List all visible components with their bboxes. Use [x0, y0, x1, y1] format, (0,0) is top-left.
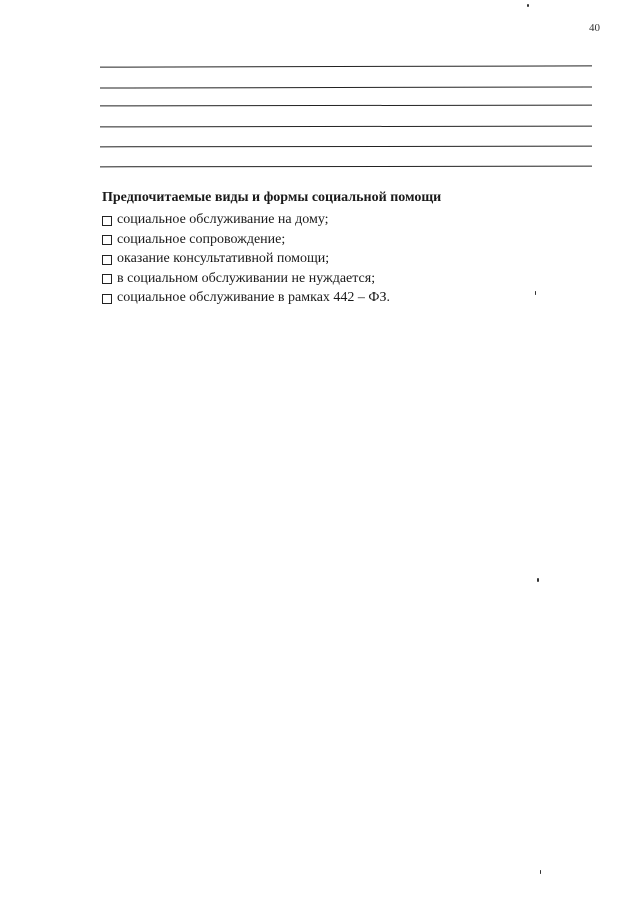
option-442-fz[interactable]: [102, 288, 582, 308]
option-label: социальное сопровождение;: [117, 231, 286, 247]
blank-line: [100, 65, 592, 67]
option-consultation[interactable]: [102, 249, 582, 269]
blank-line: [100, 126, 592, 128]
checkbox-icon[interactable]: [102, 294, 112, 304]
checkbox-icon[interactable]: [102, 216, 112, 226]
scan-speck: [540, 870, 541, 874]
option-label: социальное обслуживание в рамках 442 – ФЗ.: [117, 290, 390, 305]
option-home-service[interactable]: [102, 210, 582, 230]
scan-speck: [527, 4, 529, 7]
page-number: 40: [589, 22, 600, 34]
blank-line: [100, 86, 592, 88]
blank-line: [100, 105, 592, 107]
scan-speck: [535, 291, 536, 295]
option-label: социальное обслуживание на дому;: [117, 212, 329, 227]
option-not-needed[interactable]: [102, 269, 582, 289]
social-assistance-section: [102, 188, 582, 308]
checkbox-icon[interactable]: [102, 235, 112, 245]
section-title: Предпочитаемые виды и формы социальной помощи: [102, 190, 442, 205]
blank-line: [100, 166, 592, 168]
scan-speck: [537, 578, 539, 582]
option-social-support[interactable]: [102, 230, 582, 250]
blank-line: [100, 146, 592, 148]
checkbox-icon[interactable]: [102, 274, 112, 284]
option-label: оказание консультативной помощи;: [117, 251, 330, 266]
option-label: в социальном обслуживании не нуждается;: [117, 270, 376, 286]
checkbox-icon[interactable]: [102, 255, 112, 265]
